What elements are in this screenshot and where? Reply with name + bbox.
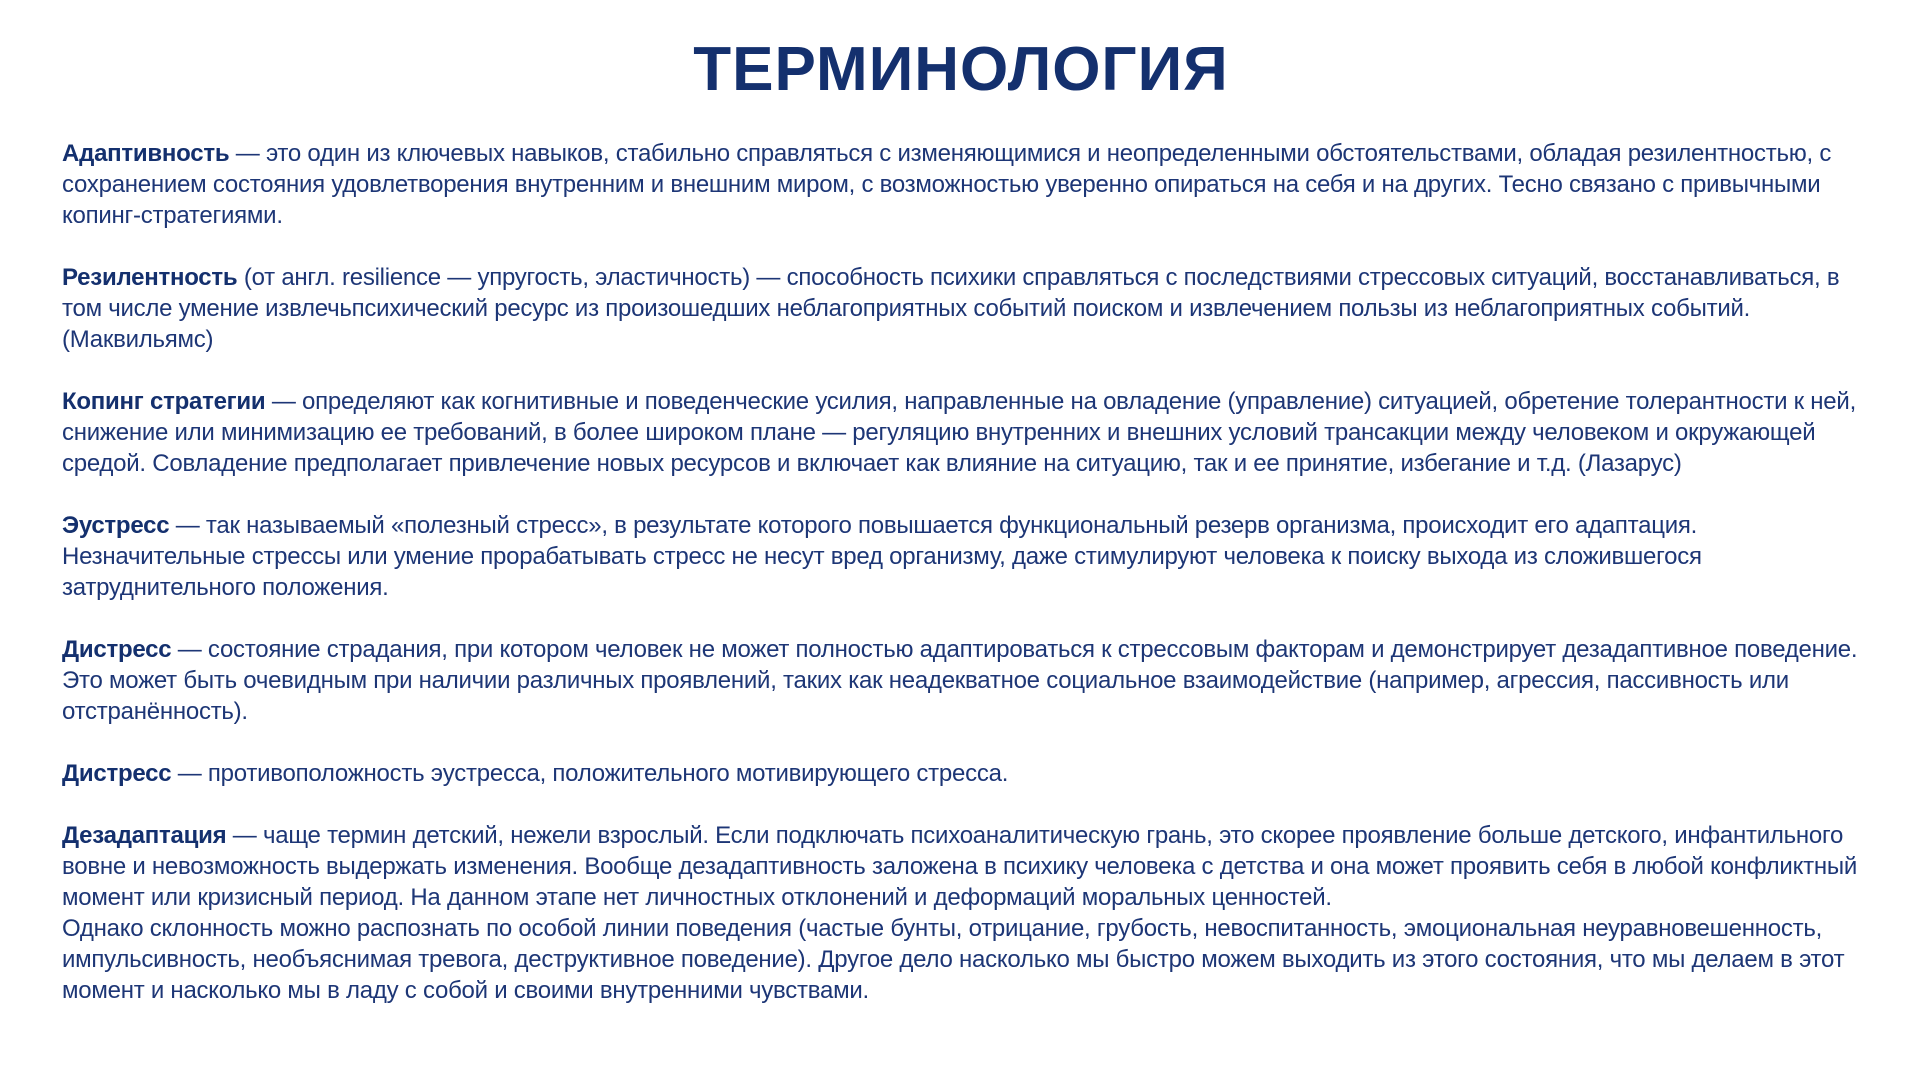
- term-name: Копинг стратегии: [62, 388, 266, 415]
- term-koping-strategii: [62, 386, 1860, 479]
- term-definition: — противоположность эустресса, положительного мотивирующего стресса.: [171, 760, 1009, 787]
- term-name: Дистресс: [62, 760, 172, 787]
- term-name: Дистресс: [62, 636, 172, 663]
- term-name: Дезадаптация: [62, 822, 227, 849]
- term-distress-2: [62, 758, 1860, 789]
- term-definition-continuation: Однако склонность можно распознать по особой линии поведения (частые бунты, отрицание, грубость, невоспитанность, эмоциональная неуравновешенность, импульсивность, необъяснимая тревога, деструктивное поведение). Другое дело насколько мы быстро можем выходить из этого состояния, что мы делаем в этот момент и насколько мы в ладу с собой и своими внутренними чувствами.: [62, 915, 1845, 1004]
- term-definition: — чаще термин детский, нежели взрослый. Если подключать психоаналитическую грань, это скорее проявление больше детского, инфантильного вовне и невозможность выдержать изменения. Вообще дезадаптивность заложена в психику человека с детства и она может проявить себя в любой конфликтный момент или кризисный период. На данном этапе нет личностных отклонений и деформаций моральных ценностей.: [62, 822, 1857, 911]
- term-dezadaptatsiya: [62, 820, 1860, 1006]
- term-name: Адаптивность: [62, 140, 230, 167]
- term-rezilentnost: [62, 262, 1860, 355]
- term-name: Резилентность: [62, 264, 238, 291]
- term-eustress: [62, 510, 1860, 603]
- term-definition: (от англ. resilience — упругость, эластичность) — способность психики справляться с последствиями стрессовых ситуаций, восстанавливаться, в том числе умение извлечьпсихический ресурс из произошедших неблагоприятных событий поиском и извлечением пользы из неблагоприятных событий. (Маквильямс): [62, 264, 1840, 353]
- slide-title: ТЕРМИНОЛОГИЯ: [693, 35, 1229, 104]
- term-name: Эустресс: [62, 512, 170, 539]
- terms-list: [62, 138, 1860, 1006]
- term-definition: — определяют как когнитивные и поведенческие усилия, направленные на овладение (управление) ситуацией, обретение толерантности к ней, снижение или минимизацию ее требований, в более широком плане — регуляцию внутренних и внешних условий трансакции между человеком и окружающей средой. Совладение предполагает привлечение новых ресурсов и включает как влияние на ситуацию, так и ее принятие, избегание и т.д. (Лазарус): [62, 388, 1856, 477]
- term-definition: — это один из ключевых навыков, стабильно справляться с изменяющимися и неопределенными обстоятельствами, обладая резилентностью, с сохранением состояния удовлетворения внутренним и внешним миром, с возможностью уверенно опираться на себя и на других. Тесно связано с привычными копинг-стратегиями.: [62, 140, 1832, 229]
- term-definition: — состояние страдания, при котором человек не может полностью адаптироваться к стрессовым факторам и демонстрирует дезадаптивное поведение. Это может быть очевидным при наличии различных проявлений, таких как неадекватное социальное взаимодействие (например, агрессия, пассивность или отстранённость).: [62, 636, 1858, 725]
- term-adaptivnost: [62, 138, 1860, 231]
- term-distress-1: [62, 634, 1860, 727]
- term-definition: — так называемый «полезный стресс», в результате которого повышается функциональный резерв организма, происходит его адаптация. Незначительные стрессы или умение прорабатывать стресс не несут вред организму, даже стимулируют человека к поиску выхода из сложившегося затруднительного положения.: [62, 512, 1702, 601]
